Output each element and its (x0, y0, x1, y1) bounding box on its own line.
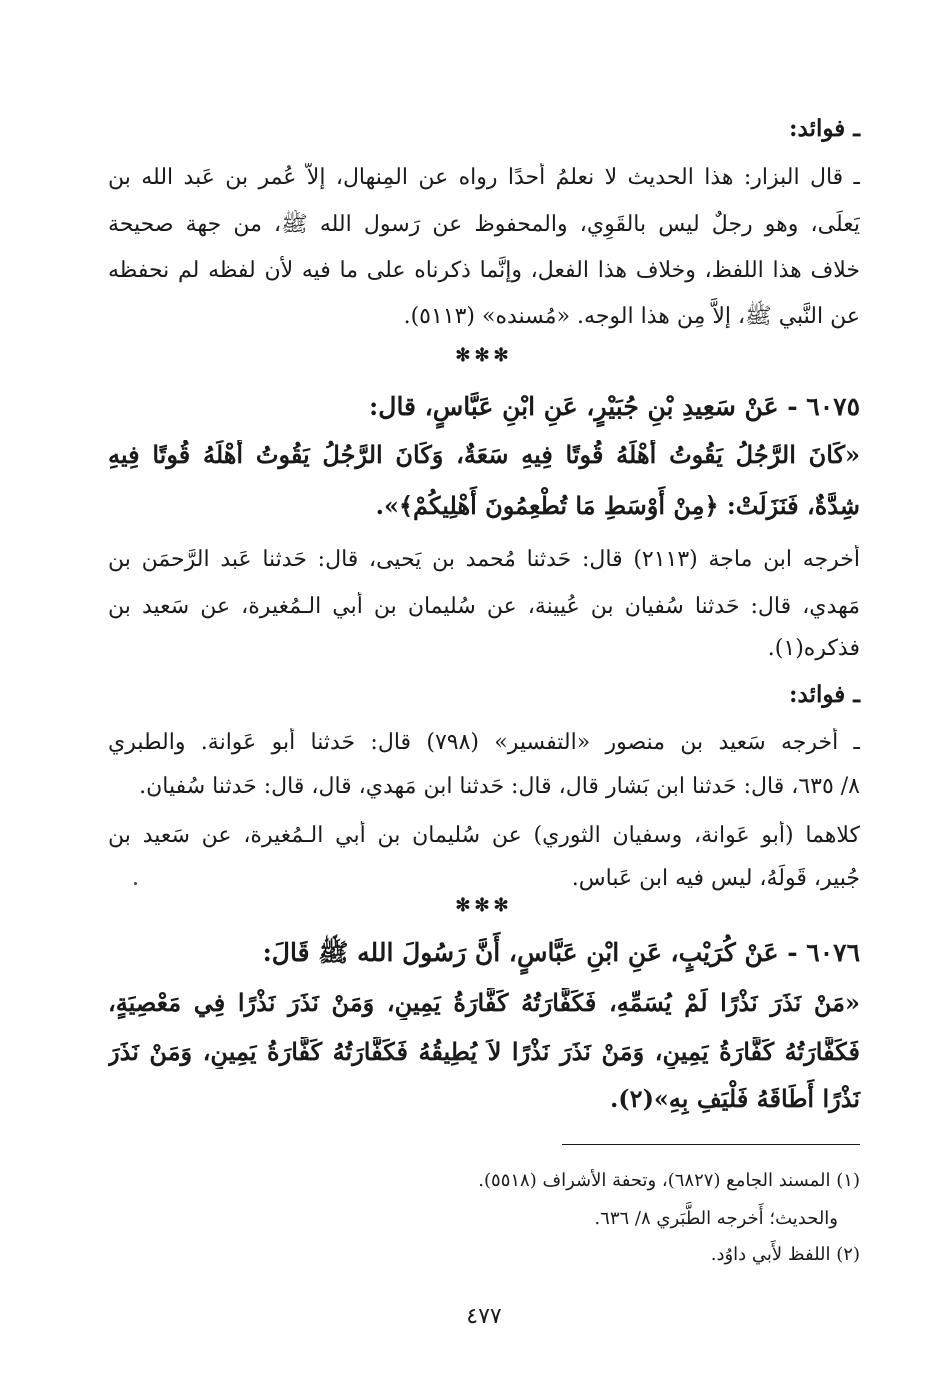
section-heading-fawaid: ـ فوائد: (789, 115, 860, 142)
section-separator: ✻✻✻ (455, 345, 513, 366)
takhrij-line: فذكره(١). (767, 636, 860, 661)
book-page (108, 0, 860, 1386)
footnote-1-continued: والحديث؛ أَخرجه الطَّبَري ٨/ ٦٣٦. (594, 1208, 838, 1229)
hadith-text-line: شِدَّةٌ، فَنَزَلَتْ: ﴿مِنْ أَوْسَطِ مَا تُطْعِمُونَ أَهْلِيكُمْ﴾». (375, 491, 860, 520)
hadith-text-line: «مَنْ نَذَرَ نَذْرًا لَمْ يُسَمِّهِ، فَكَفَّارَتُهُ كَفَّارَةُ يَمِينٍ، وَمَنْ نَذَرَ نَذْرًا فِي مَعْصِيَةٍ، (108, 988, 860, 1017)
section-separator: ✻✻✻ (455, 895, 513, 916)
hadith-intro: ٦٠٧٦ - عَنْ كُرَيْبٍ، عَنِ ابْنِ عَبَّاسٍ، أَنَّ رَسُولَ الله ﷺ قَالَ: (262, 938, 860, 967)
paragraph-line: ـ قال البزار: هذا الحديث لا نعلمُ أَحدًا رواه عن المِنهال، إلاَّ عُمر بن عَبد الله بن (108, 165, 860, 190)
section-heading-fawaid: ـ فوائد: (789, 681, 860, 708)
paragraph-line: ٨/ ٦٣٥، قال: حَدثنا ابن بَشار قال، قال: حَدثنا ابن مَهدي، قال، قال: حَدثنا سُفيان. (139, 774, 860, 799)
paragraph-line: جُبير، قَولَهُ، ليس فيه ابن عَباس. (571, 866, 860, 891)
takhrij-line: أَخرجه ابن ماجة (٢١١٣) قال: حَدثنا مُحمد بن يَحيى، قال: حَدثنا عَبد الرَّحمَن بن (108, 547, 860, 572)
paragraph-line: ـ أَخرجه سَعيد بن منصور «التفسير» (٧٩٨) قال: حَدثنا أَبو عَوانة. والطبري (108, 730, 860, 755)
paragraph-line: خلاف هذا اللفظ، وخلاف هذا الفعل، وإنَّما ذكرناه على ما فيه لأَن لفظه لم نحفظه (108, 258, 860, 283)
paragraph-line: كلاهما (أَبو عَوانة، وسفيان الثوري) عن سُليمان بن أَبي الـمُغيرة، عن سَعيد بن (108, 823, 860, 848)
hadith-text-line: فَكَفَّارَتُهُ كَفَّارَةُ يَمِينٍ، وَمَنْ نَذَرَ نَذْرًا لاَ يُطِيقُهُ فَكَفَّارَتُهُ كَفَّارَةُ يَمِينٍ، وَمَنْ نَذَرَ (108, 1037, 860, 1066)
hadith-text-line: نَذْرًا أَطَاقَهُ فَلْيَفِ بِهِ»(٢). (609, 1084, 860, 1113)
paragraph-line: يَعلَى، وهو رجلٌ ليس بالقَوِي، والمحفوظ عن رَسول الله ﷺ، من جهة صحيحة (108, 212, 860, 237)
hadith-text-line: «كَانَ الرَّجُلُ يَقُوتُ أَهْلَهُ قُوتًا فِيهِ سَعَةٌ، وَكَانَ الرَّجُلُ يَقُوتُ أَهْلَهُ قُوتًا فِيهِ (108, 440, 860, 469)
hadith-intro: ٦٠٧٥ - عَنْ سَعِيدِ بْنِ جُبَيْرٍ، عَنِ ابْنِ عَبَّاسٍ، قال: (369, 392, 860, 421)
takhrij-line: مَهدي، قال: حَدثنا سُفيان بن عُيينة، عن سُليمان بن أَبي الـمُغيرة، عن سَعيد بن (108, 594, 860, 619)
footnote-2: (٢) اللفظ لأَبي داوُد. (710, 1244, 860, 1265)
footnote-1: (١) المسند الجامع (٦٨٢٧)، وتحفة الأشراف (٥٥١٨). (478, 1170, 860, 1191)
paper-speck (134, 882, 137, 885)
footnote-divider (562, 1144, 860, 1145)
page-number: ٤٧٧ (466, 1304, 502, 1329)
paragraph-line: عن النَّبي ﷺ، إلاَّ مِن هذا الوجه. «مُسنده» (٥١١٣). (403, 304, 860, 329)
